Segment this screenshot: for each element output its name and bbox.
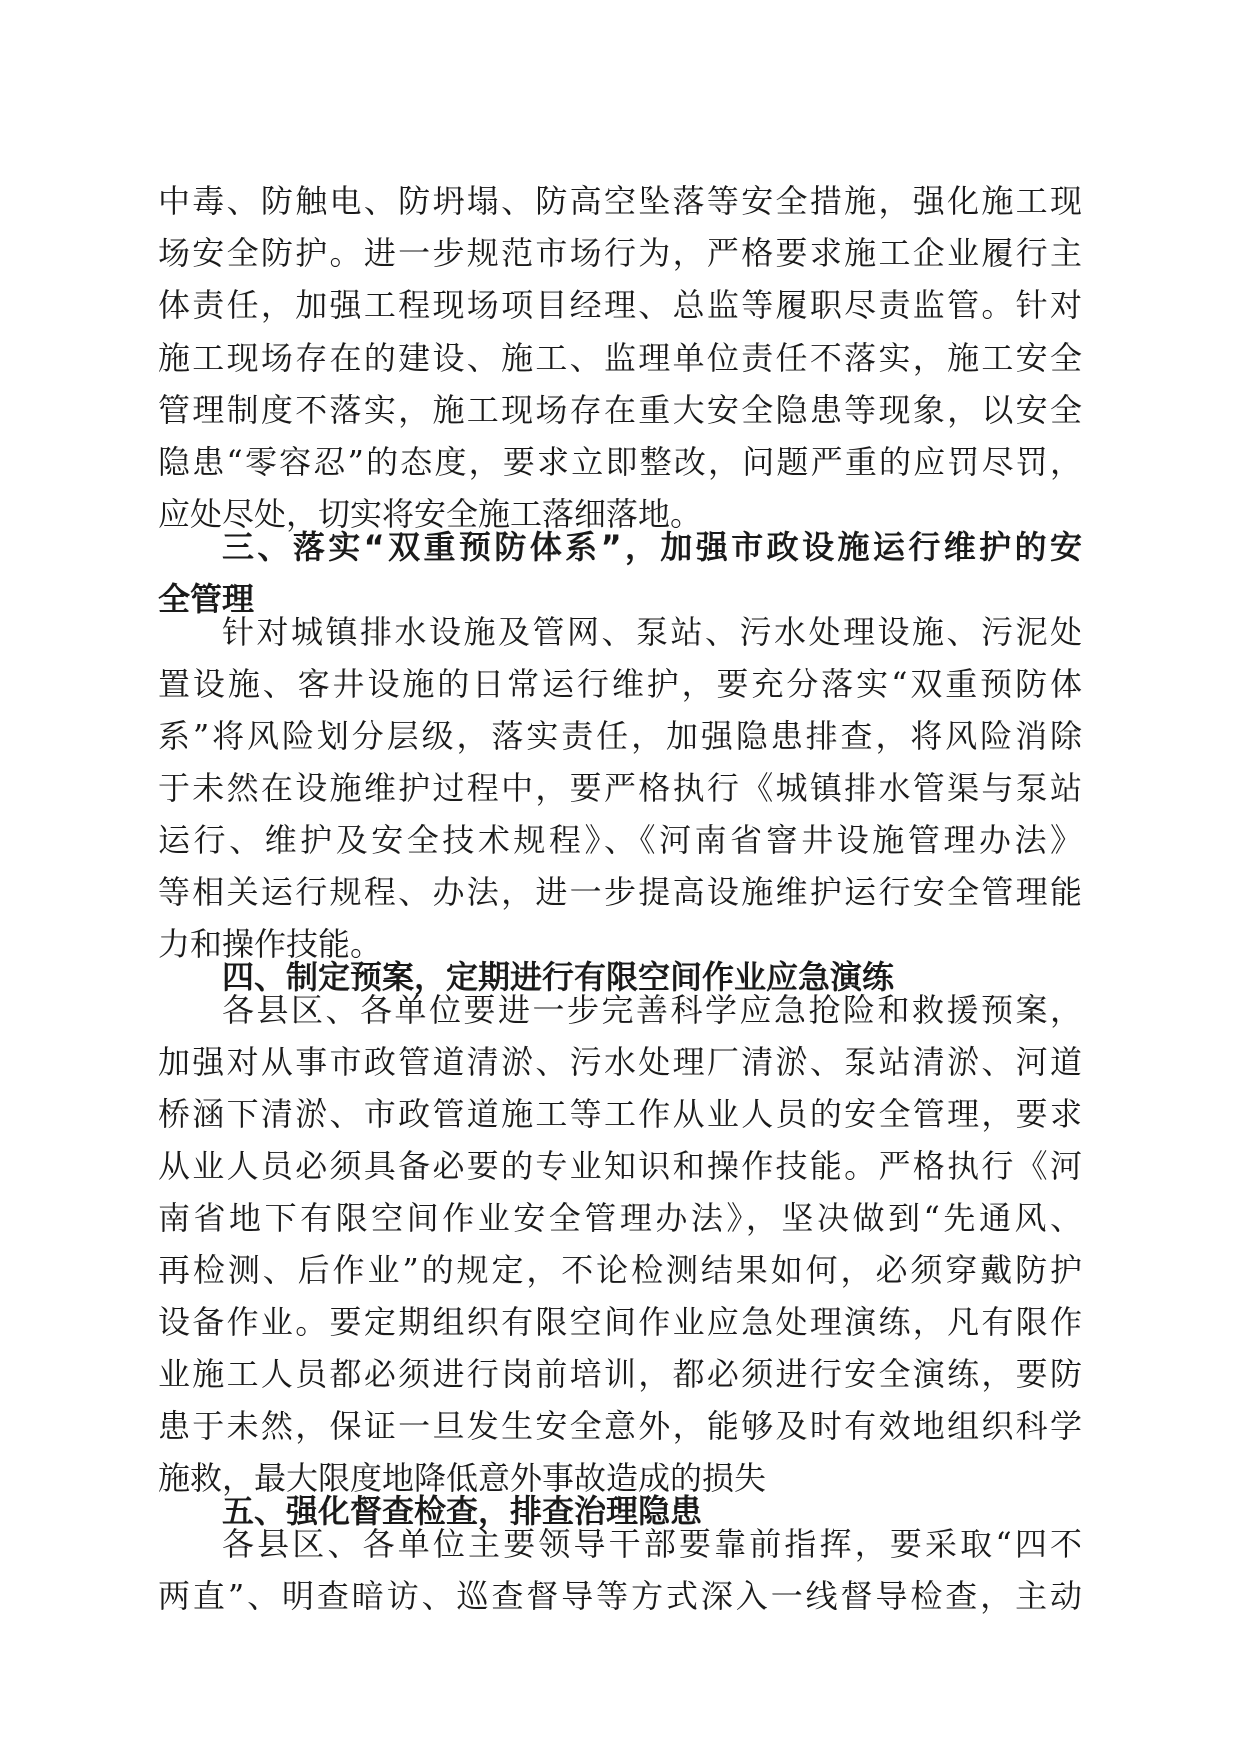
body-line: 运行、维护及安全技术规程》、《河南省窨井设施管理办法》 xyxy=(158,821,1082,859)
body-line: 隐患“零容忍”的态度，要求立即整改，问题严重的应罚尽罚， xyxy=(158,443,1082,481)
body-line: 力和操作技能。 xyxy=(158,925,383,963)
body-line: 各县区、各单位主要领导干部要靠前指挥，要采取“四不 xyxy=(222,1525,1082,1563)
section-heading-4: 四、制定预案，定期进行有限空间作业应急演练 xyxy=(222,958,895,996)
body-line: 针对城镇排水设施及管网、泵站、污水处理设施、污泥处 xyxy=(222,613,1082,651)
section-heading-3-cont: 全管理 xyxy=(158,580,255,618)
body-line: 南省地下有限空间作业安全管理办法》，坚决做到“先通风、 xyxy=(158,1199,1082,1237)
body-line: 中毒、防触电、防坍塌、防高空坠落等安全措施，强化施工现 xyxy=(158,182,1082,220)
body-line: 患于未然，保证一旦发生安全意外，能够及时有效地组织科学 xyxy=(158,1407,1082,1445)
body-line: 桥涵下清淤、市政管道施工等工作从业人员的安全管理，要求 xyxy=(158,1095,1082,1133)
body-line: 应处尽处，切实将安全施工落细落地。 xyxy=(158,495,703,533)
body-line: 等相关运行规程、办法，进一步提高设施维护运行安全管理能 xyxy=(158,873,1082,911)
body-line: 业施工人员都必须进行岗前培训，都必须进行安全演练，要防 xyxy=(158,1355,1082,1393)
section-heading-5: 五、强化督查检查，排查治理隐患 xyxy=(222,1492,703,1530)
body-line: 施工现场存在的建设、施工、监理单位责任不落实，施工安全 xyxy=(158,339,1082,377)
body-line: 管理制度不落实，施工现场存在重大安全隐患等现象，以安全 xyxy=(158,391,1082,429)
body-line: 再检测、后作业”的规定，不论检测结果如何，必须穿戴防护 xyxy=(158,1251,1082,1289)
body-line: 两直”、明查暗访、巡查督导等方式深入一线督导检查，主动 xyxy=(158,1577,1082,1615)
body-line: 施救，最大限度地降低意外事故造成的损失 xyxy=(158,1459,767,1497)
body-line: 加强对从事市政管道清淤、污水处理厂清淤、泵站清淤、河道 xyxy=(158,1043,1082,1081)
section-heading-3: 三、落实“双重预防体系”，加强市政设施运行维护的安 xyxy=(222,528,1082,566)
body-line: 置设施、客井设施的日常运行维护，要充分落实“双重预防体 xyxy=(158,665,1082,703)
body-line: 体责任，加强工程现场项目经理、总监等履职尽责监管。针对 xyxy=(158,286,1082,324)
body-line: 系”将风险划分层级，落实责任，加强隐患排查，将风险消除 xyxy=(158,717,1082,755)
body-line: 于未然在设施维护过程中，要严格执行《城镇排水管渠与泵站 xyxy=(158,769,1082,807)
body-line: 从业人员必须具备必要的专业知识和操作技能。严格执行《河 xyxy=(158,1147,1082,1185)
body-line: 场安全防护。进一步规范市场行为，严格要求施工企业履行主 xyxy=(158,234,1082,272)
body-line: 各县区、各单位要进一步完善科学应急抢险和救援预案， xyxy=(222,991,1082,1029)
body-line: 设备作业。要定期组织有限空间作业应急处理演练，凡有限作 xyxy=(158,1303,1082,1341)
